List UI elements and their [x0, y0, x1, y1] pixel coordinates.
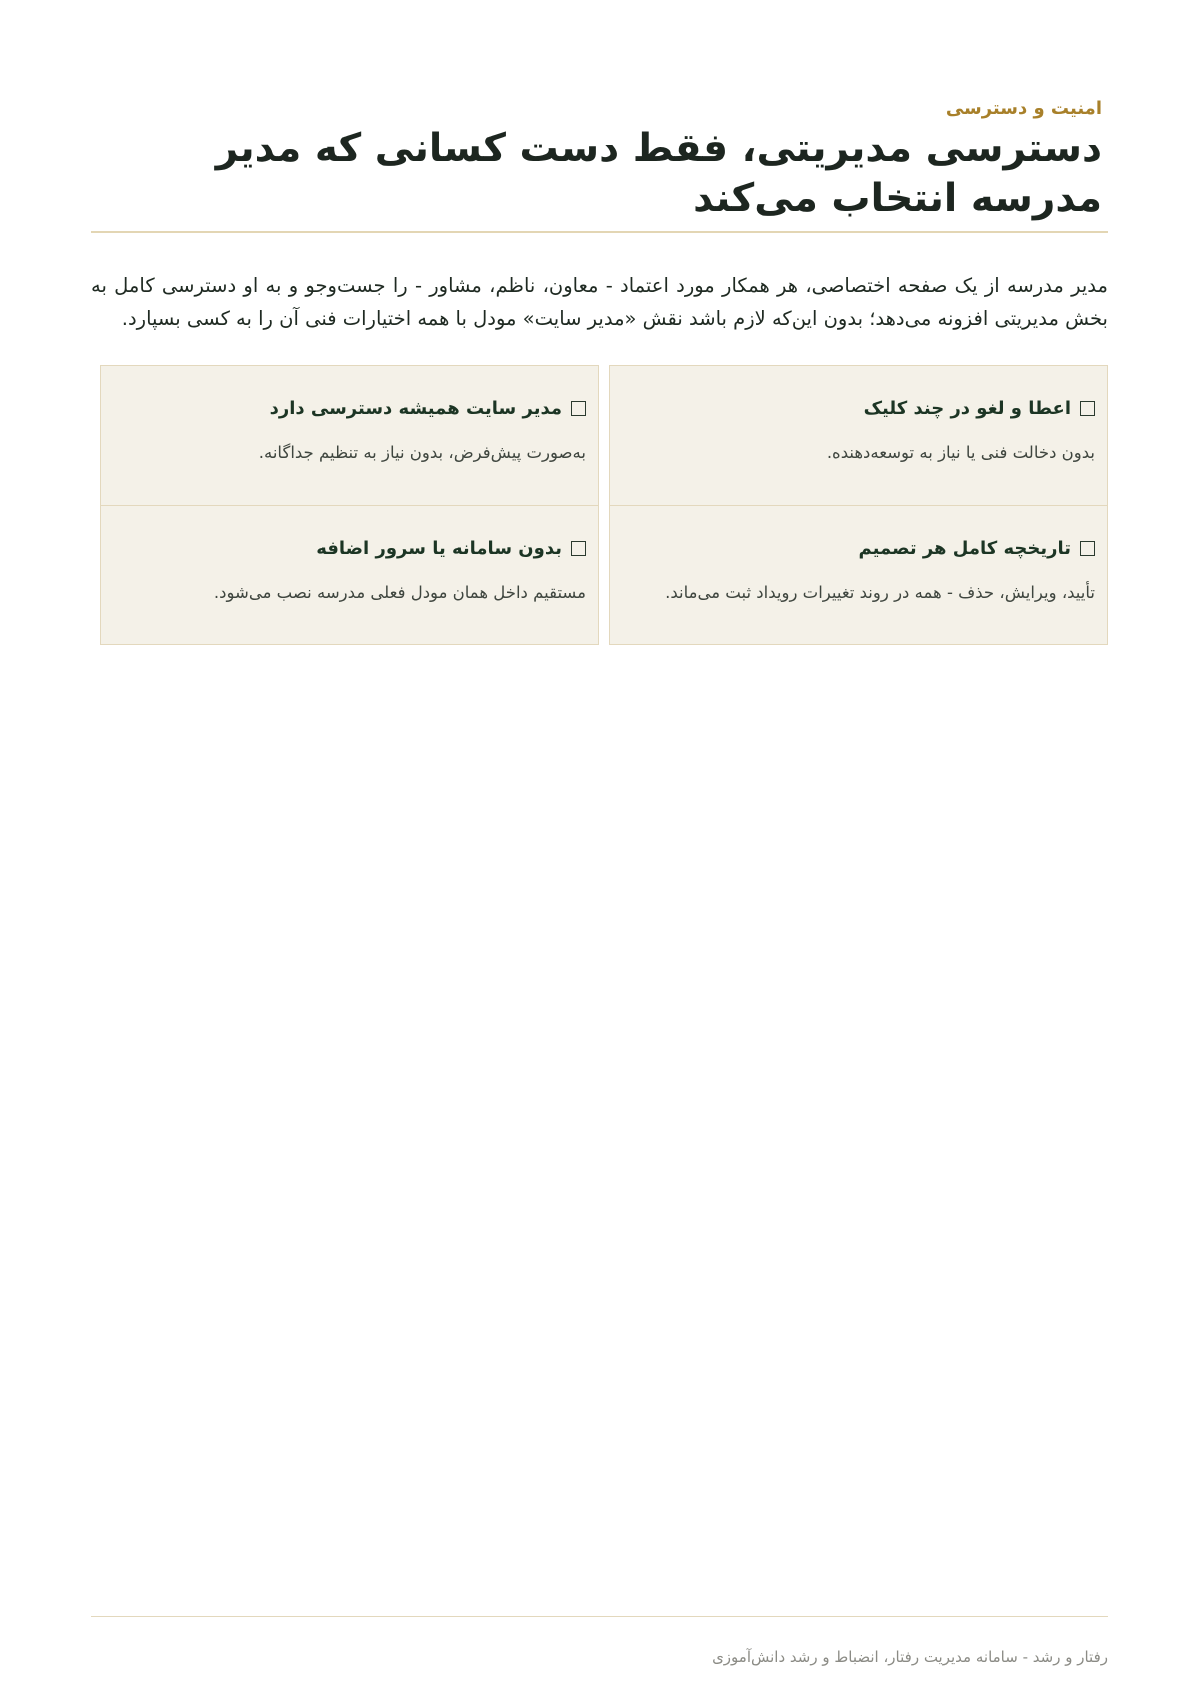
document-page: [91, 0, 1108, 1684]
feature-title-row: [622, 398, 1095, 419]
page-title: دسترسی مدیریتی، فقط دست کسانی که مدیر مدرسه انتخاب می‌کند: [215, 126, 1102, 221]
feature-title: بدون سامانه یا سرور اضافه: [316, 538, 562, 559]
feature-title-row: [113, 398, 586, 419]
footer-divider: [91, 1616, 1108, 1617]
checkbox-icon: [571, 401, 586, 416]
feature-title: مدیر سایت همیشه دسترسی دارد: [269, 398, 562, 419]
checkbox-icon: [1080, 541, 1095, 556]
feature-description: بدون دخالت فنی یا نیاز به توسعه‌دهنده.: [826, 443, 1095, 462]
checkbox-icon: [571, 541, 586, 556]
feature-card: [609, 505, 1108, 645]
checkbox-icon: [1080, 401, 1095, 416]
feature-description: به‌صورت پیش‌فرض، بدون نیاز به تنظیم جداگانه.: [258, 443, 586, 462]
feature-card: [100, 365, 599, 505]
feature-title: اعطا و لغو در چند کلیک: [863, 398, 1071, 419]
section-kicker: امنیت و دسترسی: [945, 98, 1102, 119]
feature-card: [609, 365, 1108, 505]
title-divider: [91, 231, 1108, 233]
feature-description: مستقیم داخل همان مودل فعلی مدرسه نصب می‌شود.: [213, 583, 586, 602]
feature-description: تأیید، ویرایش، حذف - همه در روند تغییرات رویداد ثبت می‌ماند.: [665, 583, 1095, 602]
feature-title-row: [622, 538, 1095, 559]
feature-grid: [100, 365, 1108, 647]
feature-title: تاریخچه کامل هر تصمیم: [858, 538, 1071, 559]
intro-paragraph: مدیر مدرسه از یک صفحه اختصاصی، هر همکار مورد اعتماد - معاون، ناظم، مشاور - را جست‌وجو و به او دسترسی کامل به بخش مدیریتی افزونه می‌دهد؛ بدون این‌که لازم باشد نقش «مدیر سایت» مودل با همه اختیارات فنی آن را به کسی بسپارد.: [91, 274, 1108, 330]
feature-card: [100, 505, 599, 645]
page-footer: رفتار و رشد - سامانه مدیریت رفتار، انضباط و رشد دانش‌آموزی: [712, 1648, 1108, 1666]
feature-title-row: [113, 538, 586, 559]
